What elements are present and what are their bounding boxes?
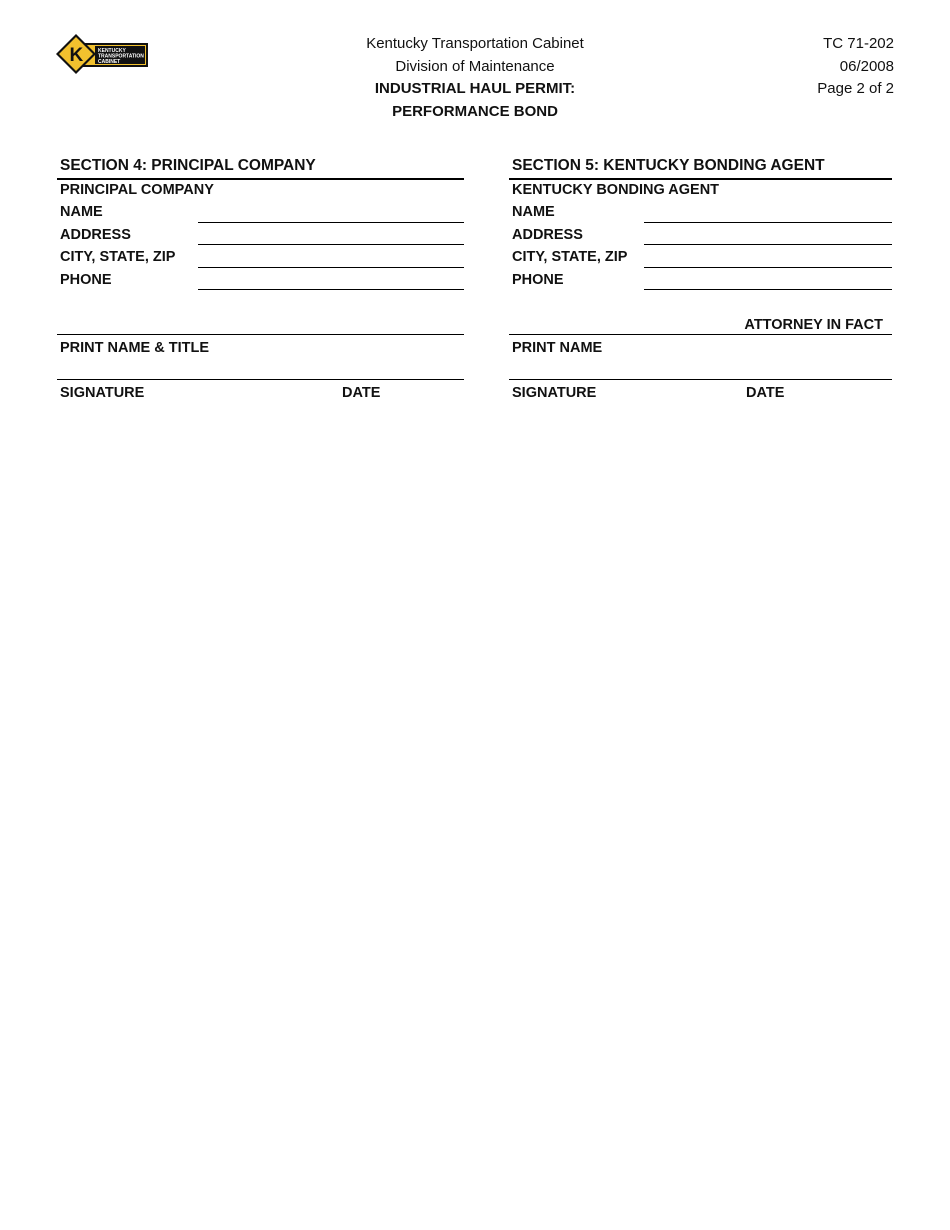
section4-name-label: NAME — [60, 204, 103, 220]
logo-text-2: TRANSPORTATION — [98, 53, 144, 60]
section4-name-field[interactable] — [198, 222, 464, 223]
page-number: Page 2 of 2 — [817, 80, 894, 97]
section5-city-label: CITY, STATE, ZIP — [512, 249, 628, 265]
section4-phone-field[interactable] — [198, 289, 464, 290]
svg-text:K: K — [69, 45, 84, 66]
logo-text-1: KENTUCKY — [98, 48, 126, 54]
section5-attorney-label: ATTORNEY IN FACT — [744, 317, 883, 333]
section4-print-field[interactable] — [57, 334, 464, 335]
section5-phone-field[interactable] — [644, 289, 892, 290]
form-date: 06/2008 — [839, 57, 894, 75]
section4-print-label: PRINT NAME & TITLE — [60, 340, 210, 356]
section4-city-label: CITY, STATE, ZIP — [60, 249, 176, 265]
section5-phone-label: PHONE — [512, 272, 564, 288]
form-number: TC 71-202 — [823, 35, 894, 52]
section5-title: SECTION 5: KENTUCKY BONDING AGENT — [509, 156, 892, 180]
section4-signature-label: SIGNATURE — [60, 385, 145, 401]
section4-address-label: ADDRESS — [60, 227, 131, 243]
section4-address-field[interactable] — [198, 244, 464, 245]
section4-date-label: DATE — [342, 385, 381, 401]
form-title-line2: PERFORMANCE BOND — [392, 102, 558, 120]
logo-text-3: CABINET — [98, 59, 121, 65]
section5-name-label: NAME — [512, 204, 555, 220]
kytc-logo — [55, 33, 150, 75]
section5-print-label: PRINT NAME — [512, 340, 603, 356]
section5-city-field[interactable] — [644, 267, 892, 268]
org-name: Kentucky Transportation Cabinet — [366, 35, 584, 52]
section4-city-field[interactable] — [198, 267, 464, 268]
section5-signature-field[interactable] — [509, 379, 892, 380]
section4-signature-field[interactable] — [57, 379, 464, 380]
section4-title: SECTION 4: PRINCIPAL COMPANY — [57, 156, 464, 180]
section5-address-label: ADDRESS — [512, 227, 583, 243]
division-name: Division of Maintenance — [395, 57, 555, 75]
section5-date-label: DATE — [746, 385, 785, 401]
section5-agent-label: KENTUCKY BONDING AGENT — [512, 182, 720, 198]
section5-address-field[interactable] — [644, 244, 892, 245]
section5-print-field[interactable] — [509, 334, 892, 335]
section4-phone-label: PHONE — [60, 272, 112, 288]
section5-name-field[interactable] — [644, 222, 892, 223]
form-title-line1: INDUSTRIAL HAUL PERMIT: — [374, 80, 576, 97]
section5-signature-label: SIGNATURE — [512, 385, 597, 401]
section4-company-label: PRINCIPAL COMPANY — [60, 182, 214, 198]
